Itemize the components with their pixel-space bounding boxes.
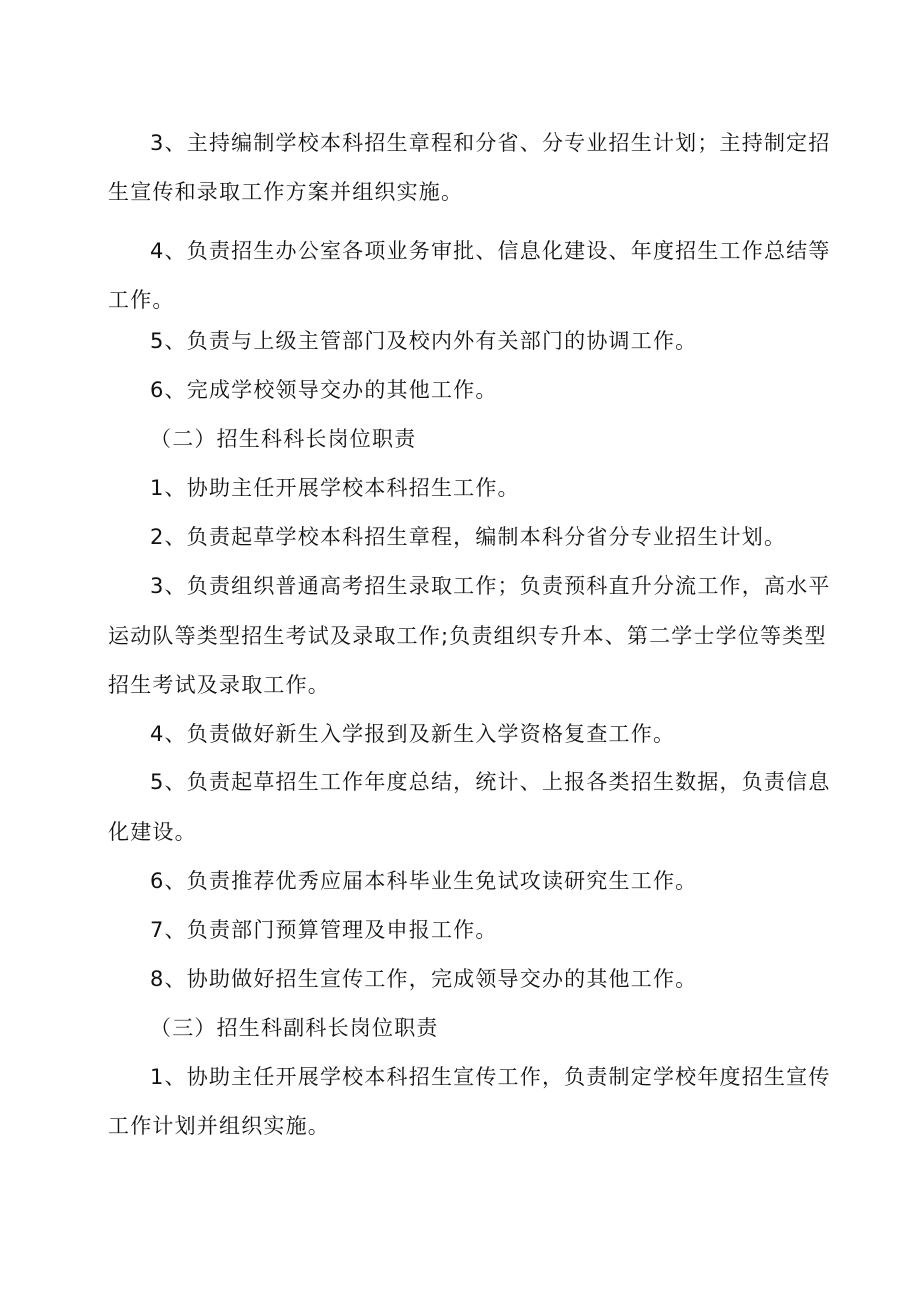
section-3-heading: （三）招生科副科长岗位职责 — [150, 1016, 439, 1040]
section-2-heading: （二）招生科科长岗位职责 — [150, 427, 417, 451]
paragraph-top-3-line-1: 3、主持编制学校本科招生章程和分省、分专业招生计划；主持制定招 — [150, 131, 831, 155]
paragraph-s2-5-line-1: 5、负责起草招生工作年度总结，统计、上报各类招生数据，负责信息 — [150, 770, 831, 794]
paragraph-s3-1-line-2: 工作计划并组织实施。 — [108, 1114, 330, 1138]
paragraph-top-5: 5、负责与上级主管部门及校内外有关部门的协调工作。 — [150, 329, 698, 353]
paragraph-top-4-line-2: 工作。 — [108, 288, 175, 312]
paragraph-s2-2: 2、负责起草学校本科招生章程，编制本科分省分专业招生计划。 — [150, 525, 787, 549]
paragraph-s2-6: 6、负责推荐优秀应届本科毕业生免试攻读研究生工作。 — [150, 869, 698, 893]
paragraph-top-3-line-2: 生宣传和录取工作方案并组织实施。 — [108, 180, 464, 204]
paragraph-s2-3-line-3: 招生考试及录取工作。 — [108, 673, 330, 697]
paragraph-s2-3-line-2: 运动队等类型招生考试及录取工作;负责组织专升本、第二学士学位等类型 — [108, 624, 827, 648]
paragraph-s2-4: 4、负责做好新生入学报到及新生入学资格复查工作。 — [150, 722, 676, 746]
paragraph-s2-3-line-1: 3、负责组织普通高考招生录取工作；负责预科直升分流工作，高水平 — [150, 574, 831, 598]
paragraph-s2-1: 1、协助主任开展学校本科招生工作。 — [150, 476, 520, 500]
paragraph-s2-7: 7、负责部门预算管理及申报工作。 — [150, 918, 498, 942]
paragraph-top-4-line-1: 4、负责招生办公室各项业务审批、信息化建设、年度招生工作总结等 — [150, 239, 831, 263]
paragraph-top-6: 6、完成学校领导交办的其他工作。 — [150, 378, 498, 402]
paragraph-s2-5-line-2: 化建设。 — [108, 820, 197, 844]
paragraph-s2-8: 8、协助做好招生宣传工作，完成领导交办的其他工作。 — [150, 967, 698, 991]
paragraph-s3-1-line-1: 1、协助主任开展学校本科招生宣传工作，负责制定学校年度招生宣传 — [150, 1065, 831, 1089]
